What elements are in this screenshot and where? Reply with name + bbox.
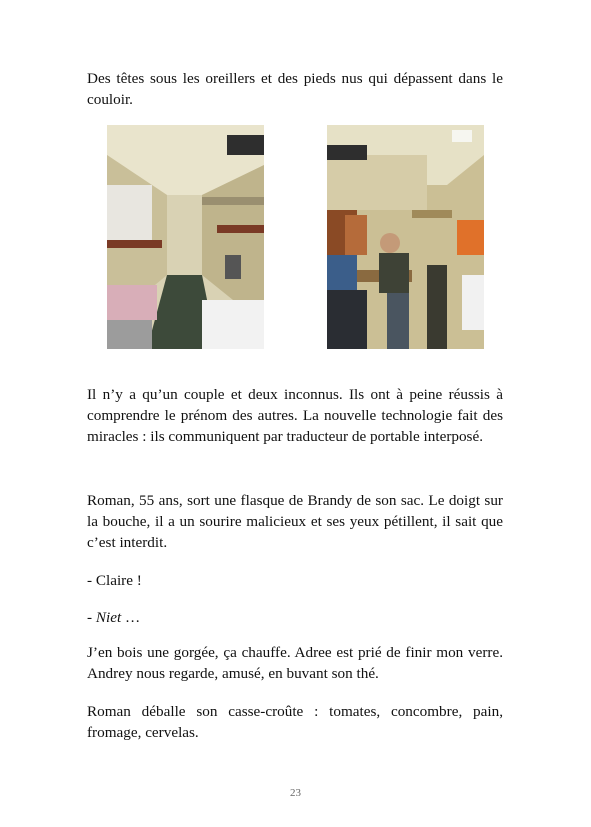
paragraph-gorgee: J’en bois une gorgée, ça chauffe. Adree est prié de finir mon verre. Andrey nous regarde, amusé, en buvant son thé. — [87, 644, 503, 682]
paragraph-casse-croute: Roman déballe son casse-croûte : tomates, concombre, pain, fromage, cervelas. — [87, 703, 503, 741]
niet-word: Niet — [95, 609, 122, 626]
page-number: 23 — [290, 787, 301, 799]
dash: - — [87, 609, 96, 626]
paragraph-couple: Il n’y a qu’un couple et deux inconnus. Ils ont à peine réussis à comprendre le prénom des autres. La nouvelle technologie fait des miracles : ils communiquent par traducteur de portable interposé. — [87, 386, 503, 445]
dialogue-claire: - Claire ! — [87, 572, 142, 589]
train-corridor-photo — [107, 125, 264, 349]
dialogue-niet — [87, 607, 503, 628]
train-passengers-photo — [327, 125, 484, 349]
intro-paragraph: Des têtes sous les oreillers et des pieds nus qui dépassent dans le couloir. — [87, 70, 503, 108]
paragraph-roman-brandy: Roman, 55 ans, sort une flasque de Brandy de son sac. Le doigt sur la bouche, il a un sourire malicieux et ses yeux pétillent, il sait que c’est interdit. — [87, 492, 503, 551]
ellipsis: … — [121, 609, 141, 626]
